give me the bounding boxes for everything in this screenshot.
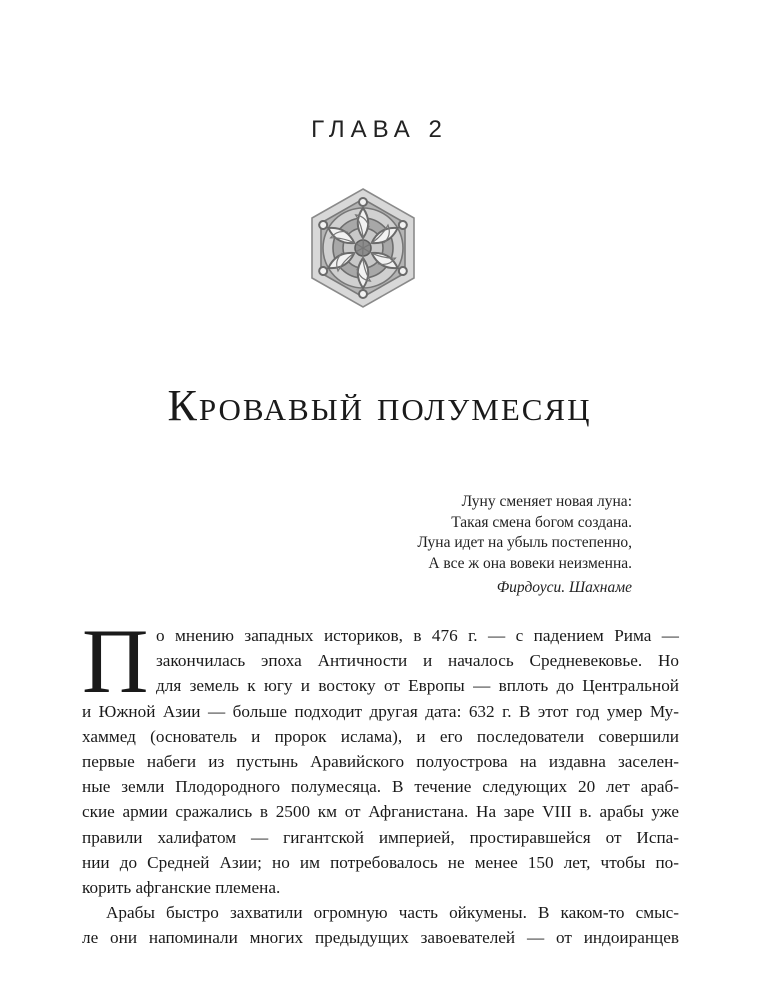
text-line: ле они напоминали многих предыдущих завоевателей — от индоиранцев: [82, 928, 679, 948]
paragraph-1: [82, 610, 679, 900]
text-line: ные земли Плодородного полумесяца. В течение следующих 20 лет араб-: [82, 777, 679, 797]
chapter-label: ГЛАВА 2: [311, 116, 448, 143]
text-line: и Южной Азии — больше подходит другая дата: 632 г. В этот год умер Му-: [82, 701, 679, 721]
epigraph-line: Луна идет на убыль постепенно,: [417, 534, 632, 551]
text-line: первые набеги из пустынь Аравийского полуострова на издавна заселен-: [82, 752, 679, 772]
body-text: [82, 610, 679, 951]
text-line: хаммед (основатель и пророк ислама), и его последователи совершили: [82, 726, 679, 746]
epigraph-line: Такая смена богом создана.: [451, 513, 632, 531]
drop-cap: П: [82, 610, 149, 712]
snowflake-ornament-icon: [300, 185, 426, 311]
text-line: для земель к югу и востоку от Европы — вплоть до Центральной: [156, 676, 679, 696]
epigraph-line: А все ж она вовеки неизменна.: [428, 554, 632, 572]
chapter-title: Кровавый полумесяц: [167, 381, 592, 430]
text-line: о мнению западных историков, в 476 г. — с падением Рима —: [156, 626, 679, 645]
text-line: корить афганские племена.: [82, 878, 281, 898]
text-line: ские армии сражались в 2500 км от Афганистана. На заре VIII в. арабы уже: [82, 802, 679, 822]
text-line: нии до Средней Азии; но им потребовалось не менее 150 лет, чтобы по-: [82, 852, 679, 872]
text-line: закончилась эпоха Античности и началось Средневековье. Но: [156, 651, 679, 671]
epigraph-attribution: Фирдоуси. Шахнаме: [496, 579, 632, 596]
paragraph-2: [82, 900, 679, 950]
text-line: Арабы быстро захватили огромную часть ойкумены. В каком-то смыс-: [106, 903, 679, 923]
text-line: правили халифатом — гигантской империей, простиравшейся от Испа-: [82, 827, 679, 847]
epigraph-line: Луну сменяет новая луна:: [461, 493, 632, 510]
epigraph: [417, 492, 632, 599]
